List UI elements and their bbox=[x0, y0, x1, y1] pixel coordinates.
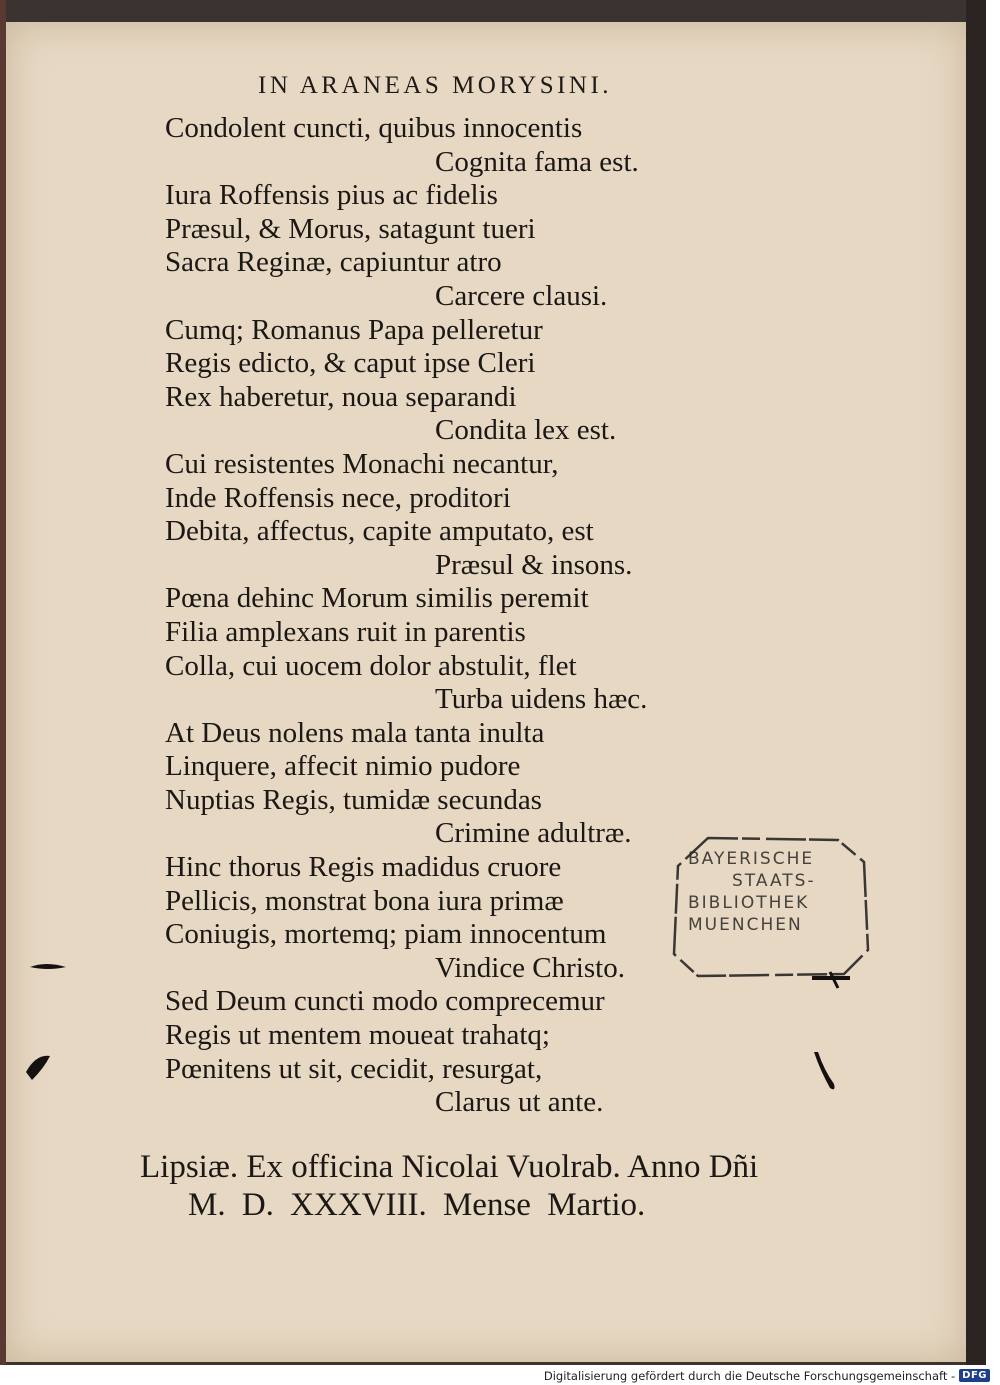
poem-line: Coniugis, mortemq; piam innocentum bbox=[165, 918, 607, 951]
digitization-credit bbox=[544, 1366, 990, 1385]
poem-line: Præsul, & Morus, satagunt tueri bbox=[165, 212, 536, 245]
poem-line: Cumq; Romanus Papa pelleretur bbox=[165, 313, 543, 346]
poem-line: Cognita fama est. bbox=[435, 145, 639, 178]
poem-line: Pellicis, monstrat bona iura primæ bbox=[165, 884, 564, 917]
running-head: IN ARANEAS MORYSINI. bbox=[258, 72, 613, 99]
poem-line: Crimine adultræ. bbox=[435, 817, 632, 850]
colophon-line-2: M. D. XXXVIII. Mense Martio. bbox=[188, 1187, 646, 1223]
credit-text: Digitalisierung gefördert durch die Deutsche Forschungsgemeinschaft - bbox=[543, 1368, 956, 1383]
stamp-line: MUENCHEN bbox=[688, 915, 803, 935]
ink-mark-left-top bbox=[28, 955, 68, 979]
poem-line: Turba uidens hæc. bbox=[435, 683, 648, 716]
poem-line: At Deus nolens mala tanta inulta bbox=[165, 716, 545, 749]
poem-line: Condolent cuncti, quibus innocentis bbox=[165, 112, 583, 144]
poem-line: Cui resistentes Monachi necantur, bbox=[165, 447, 559, 480]
stamp-line: BAYERISCHE bbox=[688, 849, 815, 869]
poem-line: Nuptias Regis, tumidæ secundas bbox=[165, 783, 542, 816]
dfg-logo-icon[interactable]: DFG bbox=[959, 1369, 990, 1382]
poem-line: Hinc thorus Regis madidus cruore bbox=[165, 851, 562, 884]
poem-line: Iura Roffensis pius ac fidelis bbox=[165, 179, 498, 212]
poem-line: Rex haberetur, noua separandi bbox=[165, 380, 517, 413]
poem-line: Pœna dehinc Morum similis peremit bbox=[165, 582, 589, 615]
poem-line: Regis edicto, & caput ipse Cleri bbox=[165, 347, 536, 380]
ink-mark-right bbox=[808, 1048, 838, 1094]
poem-line: Condita lex est. bbox=[435, 414, 617, 447]
poem-line: Filia amplexans ruit in parentis bbox=[165, 615, 526, 648]
colophon bbox=[140, 1148, 790, 1224]
library-stamp bbox=[688, 848, 878, 936]
ink-mark-stamp bbox=[810, 968, 852, 992]
poem-line: Præsul & insons. bbox=[435, 548, 633, 581]
poem-line: Carcere clausi. bbox=[435, 279, 608, 312]
poem-line: Vindice Christo. bbox=[435, 951, 625, 984]
poem-line: Colla, cui uocem dolor abstulit, flet bbox=[165, 649, 577, 682]
stamp-line: BIBLIOTHEK bbox=[688, 893, 810, 913]
poem-line: Sacra Reginæ, capiuntur atro bbox=[165, 246, 502, 279]
poem-line: Pœnitens ut sit, cecidit, resurgat, bbox=[165, 1052, 543, 1085]
stamp-line: STAATS- bbox=[732, 871, 816, 891]
poem-line: Linquere, affecit nimio pudore bbox=[165, 750, 521, 783]
ink-mark-left-bottom bbox=[22, 1050, 54, 1084]
poem-text bbox=[165, 112, 725, 1120]
poem-line: Clarus ut ante. bbox=[435, 1086, 604, 1119]
colophon-line-1: Lipsiæ. Ex officina Nicolai Vuolrab. Anno Dñi bbox=[140, 1149, 759, 1185]
poem-line: Regis ut mentem moueat trahatq; bbox=[165, 1019, 550, 1052]
page-edge bbox=[966, 0, 986, 1365]
poem-line: Sed Deum cuncti modo comprecemur bbox=[165, 985, 605, 1018]
poem-line: Inde Roffensis nece, proditori bbox=[165, 481, 511, 514]
poem-line: Debita, affectus, capite amputato, est bbox=[165, 515, 594, 548]
